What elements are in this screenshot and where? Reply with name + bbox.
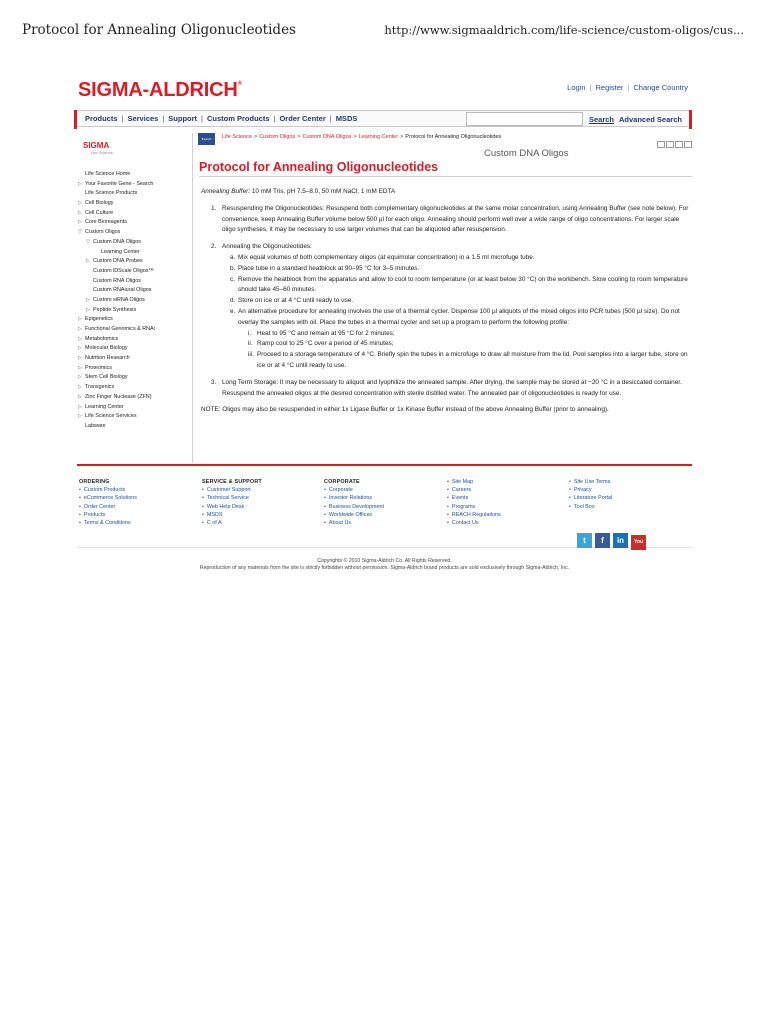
sidebar-item-label: Functional Genomics & RNAi: [85, 326, 155, 332]
nav-msds[interactable]: MSDS: [335, 114, 358, 123]
cycler-step-text: Ramp cool to 25 °C over a period of 45 minutes;: [257, 340, 394, 348]
sidebar-logo[interactable]: SIGMA: [83, 141, 110, 150]
substep: [201, 307, 689, 329]
footer-link[interactable]: • Products: [79, 511, 137, 519]
chevron-down-icon: ▽: [86, 238, 90, 245]
substep-letter: a.: [230, 253, 236, 261]
chevron-right-icon: ▷: [78, 364, 82, 371]
substep-text: Remove the heatblock from the apparatus and allow to cool to room temperature (or at least below 30 °C) on the workbench. Slow cooling to room temperature should take 45–60 minutes.: [238, 275, 688, 294]
footer-link[interactable]: • Corporate: [324, 486, 384, 494]
sidebar-item[interactable]: [77, 170, 192, 180]
section-label: Custom DNA Oligos: [484, 148, 569, 159]
print-url: http://www.sigmaaldrich.com/life-science/custom-oligos/cus...: [384, 23, 744, 37]
separator: |: [627, 83, 630, 92]
footer-link[interactable]: • Privacy: [569, 486, 612, 494]
footer-heading: CORPORATE: [324, 479, 360, 485]
email-icon[interactable]: [675, 141, 683, 148]
substep: [201, 253, 689, 264]
cycler-step-text: Heat to 95 °C and remain at 95 °C for 2 minutes;: [257, 329, 395, 337]
sidebar-item-label: Life Science Products: [85, 190, 138, 197]
footer-link[interactable]: • Technical Service: [202, 494, 262, 502]
footer-link[interactable]: • About Us: [324, 519, 384, 527]
cycler-step-number: ii.: [248, 340, 253, 348]
cycler-step: [201, 350, 689, 372]
nav-accent-right: [689, 110, 692, 129]
step-number: 1.: [211, 204, 217, 212]
step-number: 3.: [211, 378, 217, 386]
sidebar-item[interactable]: [77, 344, 192, 354]
print-header: [0, 0, 768, 60]
sidebar-item-label: Life Science Home: [85, 171, 131, 177]
sidebar-item-label: Nutrition Research: [85, 355, 130, 362]
sigma-aldrich-logo[interactable]: [78, 79, 242, 102]
sidebar-item-label: Core Bioreagents: [85, 219, 127, 226]
sidebar-item[interactable]: [77, 286, 192, 296]
title-divider: [199, 176, 692, 177]
step-2-substeps: [201, 253, 689, 372]
sidebar-item[interactable]: [77, 422, 192, 432]
sidebar-item[interactable]: [77, 354, 192, 364]
footer-column: [447, 478, 501, 527]
chevron-right-icon: ▷: [86, 306, 90, 313]
footer-link[interactable]: • Custom Products: [79, 486, 137, 494]
chevron-right-icon: ▷: [86, 258, 90, 265]
footer-link[interactable]: • Web Help Desk: [202, 503, 262, 511]
sidebar-item[interactable]: [77, 277, 192, 287]
print-title: Protocol for Annealing Oligonucleotides: [22, 22, 296, 38]
protocol-content: [201, 187, 689, 416]
chevron-right-icon: ▷: [78, 326, 82, 332]
footer: [77, 468, 692, 548]
step-3: [201, 378, 689, 400]
sidebar-logo-sub: Life Science: [91, 150, 113, 155]
sidebar-item[interactable]: [77, 393, 192, 403]
substep-text: An alternative procedure for annealing involves the use of a thermal cycler. Dispense 100 µl aliquots of the mixed oligos into PCR tubes (500 µl size). Do not overlay the samples with oil. Place the tubes in a thermal cycler and set up a program to perform the following profile:: [238, 307, 680, 326]
chevron-right-icon: ▷: [78, 384, 82, 391]
nav-products[interactable]: Products: [85, 114, 118, 123]
substep-text: Store on ice or at 4 °C until ready to use.: [238, 297, 354, 305]
breadcrumb-life-science[interactable]: Life Science: [222, 134, 252, 140]
reproduction-notice: Reproduction of any materials from the site is strictly forbidden without permission. Sigma-Aldrich brand products are sold exclusively through Sigma-Aldrich, Inc.: [199, 565, 570, 571]
social-links: [577, 528, 649, 550]
step-1: [201, 204, 689, 236]
register-link[interactable]: Register: [595, 83, 624, 92]
cycler-step-number: iii.: [248, 351, 255, 359]
substep: [201, 264, 689, 275]
footer-link[interactable]: • Customer Support: [202, 486, 262, 494]
substep-letter: b.: [230, 264, 236, 272]
footer-link[interactable]: • Programs: [447, 503, 501, 511]
chevron-right-icon: ▷: [78, 180, 82, 187]
footer-link[interactable]: • MSDS: [202, 511, 262, 519]
logo-text: SIGMA-ALDRICH: [78, 79, 238, 101]
chevron-right-icon: ▷: [78, 219, 82, 226]
chevron-right-icon: ▷: [78, 335, 82, 342]
footer-column: [79, 478, 137, 527]
note-text: NOTE: Oligos may also be resuspended in either 1x Ligase Buffer or 1x Kinase Buffer instead of the above Annealing Buffer (prior to annealing).: [201, 406, 609, 414]
footer-heading: ORDERING: [79, 479, 110, 485]
sidebar-item-label: Proteomics: [85, 364, 112, 371]
sidebar-item-label: Cell Biology: [85, 200, 114, 207]
sidebar-item-label: Molecular Biology: [85, 345, 128, 352]
sidebar-item[interactable]: [77, 296, 192, 306]
sidebar-item-label: Custom siRNA Oligos: [93, 296, 145, 303]
substep-letter: c.: [230, 275, 235, 283]
sidebar-item-label: Transgenics: [85, 384, 115, 391]
step-text: Annealing the Oligonucleotides:: [222, 243, 312, 251]
chevron-right-icon: ▷: [78, 209, 82, 216]
substep-text: Mix equal volumes of both complementary oligos (at equimolar concentration) in a 1.5 ml microfuge tube.: [238, 253, 535, 261]
breadcrumb-custom-oligos[interactable]: Custom Oligos: [259, 134, 296, 140]
step-number: 2.: [211, 243, 217, 251]
sidebar-item-label: Custom RNAiural Oligos: [93, 287, 152, 294]
sidebar-item-label: Custom DNA Probes: [93, 258, 143, 265]
footer-heading: SERVICE & SUPPORT: [202, 479, 262, 485]
chevron-right-icon: ▷: [78, 403, 82, 410]
copyright-line: Copyrights © 2010 Sigma-Aldrich Co. All Rights Reserved.: [317, 558, 452, 564]
chevron-right-icon: ▷: [78, 374, 82, 381]
nav-menu: Products | Services | Support | Custom Products | Order Center | MSDS: [85, 114, 358, 123]
sidebar-item-label: Custom lDScale Oligos™: [93, 267, 154, 274]
cycler-step: [201, 329, 689, 340]
sidebar-item[interactable]: [77, 189, 192, 199]
sidebar-item[interactable]: [77, 199, 192, 209]
substep-letter: e.: [230, 307, 236, 315]
buffer-text: 10 mM Tris, pH 7.5–8.0, 50 mM NaCl, 1 mM EDTA: [251, 188, 396, 195]
sidebar-item[interactable]: [77, 267, 192, 277]
sidebar-item[interactable]: [77, 209, 192, 219]
sidebar-item-label: Cell Culture: [85, 209, 114, 216]
footer-link[interactable]: • Investor Relations: [324, 494, 384, 502]
sidebar-nav-list: [77, 170, 192, 432]
footer-link[interactable]: • Careers: [447, 486, 501, 494]
breadcrumb-current: Protocol for Annealing Oligonucleotides: [405, 134, 502, 140]
sidebar-item-label: Custom DNA Oligos: [93, 238, 141, 245]
footer-link[interactable]: • REACH Regulations: [447, 511, 501, 519]
sidebar-item[interactable]: [77, 335, 192, 345]
cycler-step: [201, 339, 689, 350]
nav-support[interactable]: Support: [168, 114, 198, 123]
sidebar-item-label: Zinc Finger Nuclease (ZFN): [85, 393, 152, 400]
expert-badge-icon: Expert: [198, 133, 215, 145]
footer-link[interactable]: • Events: [447, 494, 501, 502]
search-button[interactable]: Search: [589, 115, 615, 124]
chevron-right-icon: ▷: [78, 345, 82, 352]
sidebar-item[interactable]: [77, 248, 192, 258]
login-link[interactable]: Login: [567, 83, 586, 92]
sidebar-item[interactable]: [77, 403, 192, 413]
nav-order-center[interactable]: Order Center: [279, 114, 326, 123]
step-text: Resuspending the Oligonucleotides: Resuspend both complementary oligonucleotides at the same molar concentration, using Annealing Buffer (see note below). For convenience, keep Annealing Buffer volume below 500 µl for each oligo. Annealing should perform well over a wide range of oligo concentrations. For larger scale oligo syntheses, it may be necessary to use larger volumes that can be aliquoted after resuspension.: [222, 204, 689, 234]
breadcrumb-learning-center[interactable]: Learning Center: [358, 134, 399, 140]
sidebar-item-label: Your Favorite Gene - Search: [85, 180, 154, 187]
sidebar-item-label: Life Science Services: [85, 413, 137, 420]
sidebar-item-label: Custom Oligos: [85, 229, 121, 236]
print-icon[interactable]: [657, 141, 665, 148]
footer-divider: [77, 464, 692, 466]
sidebar-item[interactable]: [77, 180, 192, 190]
sidebar: [77, 133, 193, 463]
chevron-right-icon: ▷: [78, 316, 82, 323]
nav-accent-left: [74, 110, 77, 129]
chevron-right-icon: ▷: [78, 355, 82, 362]
nav-custom-products[interactable]: Custom Products: [207, 114, 270, 123]
registered-mark: ®: [237, 81, 242, 87]
share-icon[interactable]: [666, 141, 674, 148]
sidebar-item[interactable]: [77, 364, 192, 374]
breadcrumb: [198, 133, 692, 147]
sidebar-item[interactable]: [77, 412, 192, 422]
footer-link[interactable]: • Tool Box: [569, 503, 612, 511]
footer-link[interactable]: • Literature Portal: [569, 494, 612, 502]
search-input[interactable]: [466, 112, 583, 126]
copyright: [77, 558, 692, 572]
cycler-step-text: Proceed to a storage temperature of 4 °C. Briefly spin the tubes in a microfuge to draw all moisture from the lid. Pool samples into a larger tube, store on ice or at 4 °C until ready to use.: [257, 351, 688, 369]
chevron-right-icon: ▷: [78, 393, 82, 400]
step-text: Long Term Storage: It may be necessary to aliquot and lyophilize the annealed sample. After drying, the sample may be stored at −20 °C in a desiccated container. Resuspend the annealed oligos at the desired concentration with sterile distilled water. The annealed pair of oligonucleotides is ready for use.: [222, 378, 682, 397]
linkedin-icon[interactable]: in: [613, 533, 628, 548]
substep-letter: d.: [230, 297, 236, 305]
page-title: Protocol for Annealing Oligonucleotides: [199, 160, 439, 174]
sidebar-item[interactable]: [77, 257, 192, 267]
chevron-right-icon: ▷: [78, 200, 82, 207]
sidebar-item-label: Stem Cell Biology: [85, 374, 128, 381]
sidebar-item[interactable]: [77, 228, 192, 238]
footer-column: [569, 478, 612, 511]
change-country-link[interactable]: Change Country: [633, 83, 688, 92]
breadcrumb-trail: Life Science > Custom Oligos > Custom DNA Oligos > Learning Center > Protocol for Annealing Oligonucleotides: [222, 134, 502, 140]
chevron-down-icon: ▽: [78, 229, 82, 236]
footer-link[interactable]: • eCommerce Solutions: [79, 494, 137, 502]
footer-link[interactable]: • Contact Us: [447, 519, 501, 527]
sidebar-item[interactable]: [77, 383, 192, 393]
footer-link[interactable]: • Site Use Terms: [569, 478, 612, 486]
breadcrumb-custom-dna-oligos[interactable]: Custom DNA Oligos: [302, 134, 352, 140]
chevron-right-icon: ▷: [86, 296, 90, 303]
twitter-icon[interactable]: t: [577, 533, 592, 548]
substep: [201, 275, 689, 297]
sidebar-item-label: Learning Center: [101, 248, 140, 255]
substep: [201, 296, 689, 307]
facebook-icon[interactable]: f: [595, 533, 610, 548]
note: [201, 405, 689, 416]
sidebar-item-label: Learning Center: [85, 403, 124, 410]
footer-column: [202, 478, 262, 527]
footer-link[interactable]: • Worldwide Offices: [324, 511, 384, 519]
substep-text: Place tube in a standard heatblock at 90–95 °C for 3–5 minutes.: [238, 264, 420, 272]
buffer-label: Annealing Buffer:: [201, 188, 251, 195]
footer-link[interactable]: • C of A: [202, 519, 262, 527]
sidebar-item-label: Epigenetics: [85, 316, 113, 323]
sidebar-item[interactable]: [77, 306, 192, 316]
step-2: [201, 242, 689, 253]
sidebar-item-label: Custom RNA Oligos: [93, 277, 141, 284]
youtube-icon[interactable]: You: [631, 535, 646, 550]
advanced-search-link[interactable]: Advanced Search: [619, 115, 682, 124]
footer-link[interactable]: • Business Development: [324, 503, 384, 511]
pdf-icon[interactable]: [684, 141, 692, 148]
page-tools: [656, 133, 692, 152]
sidebar-item[interactable]: [77, 325, 192, 335]
chevron-right-icon: ▷: [78, 413, 82, 420]
utility-links: [567, 83, 688, 92]
footer-link[interactable]: • Terms & Conditions: [79, 519, 137, 527]
annealing-buffer: [201, 187, 689, 198]
sidebar-item-label: Metabolomics: [85, 335, 119, 342]
sidebar-item[interactable]: [77, 373, 192, 383]
sidebar-item[interactable]: [77, 218, 192, 228]
cycler-step-number: i.: [248, 329, 252, 337]
separator: |: [589, 83, 592, 92]
footer-link[interactable]: • Site Map: [447, 478, 501, 486]
sidebar-item-label: Peptide Synthesis: [93, 306, 137, 313]
footer-column: [324, 478, 384, 527]
nav-services[interactable]: Services: [127, 114, 159, 123]
sidebar-item[interactable]: [77, 238, 192, 248]
sidebar-item-label: Labware: [85, 422, 106, 429]
sidebar-item[interactable]: [77, 315, 192, 325]
footer-link[interactable]: • Order Center: [79, 503, 137, 511]
